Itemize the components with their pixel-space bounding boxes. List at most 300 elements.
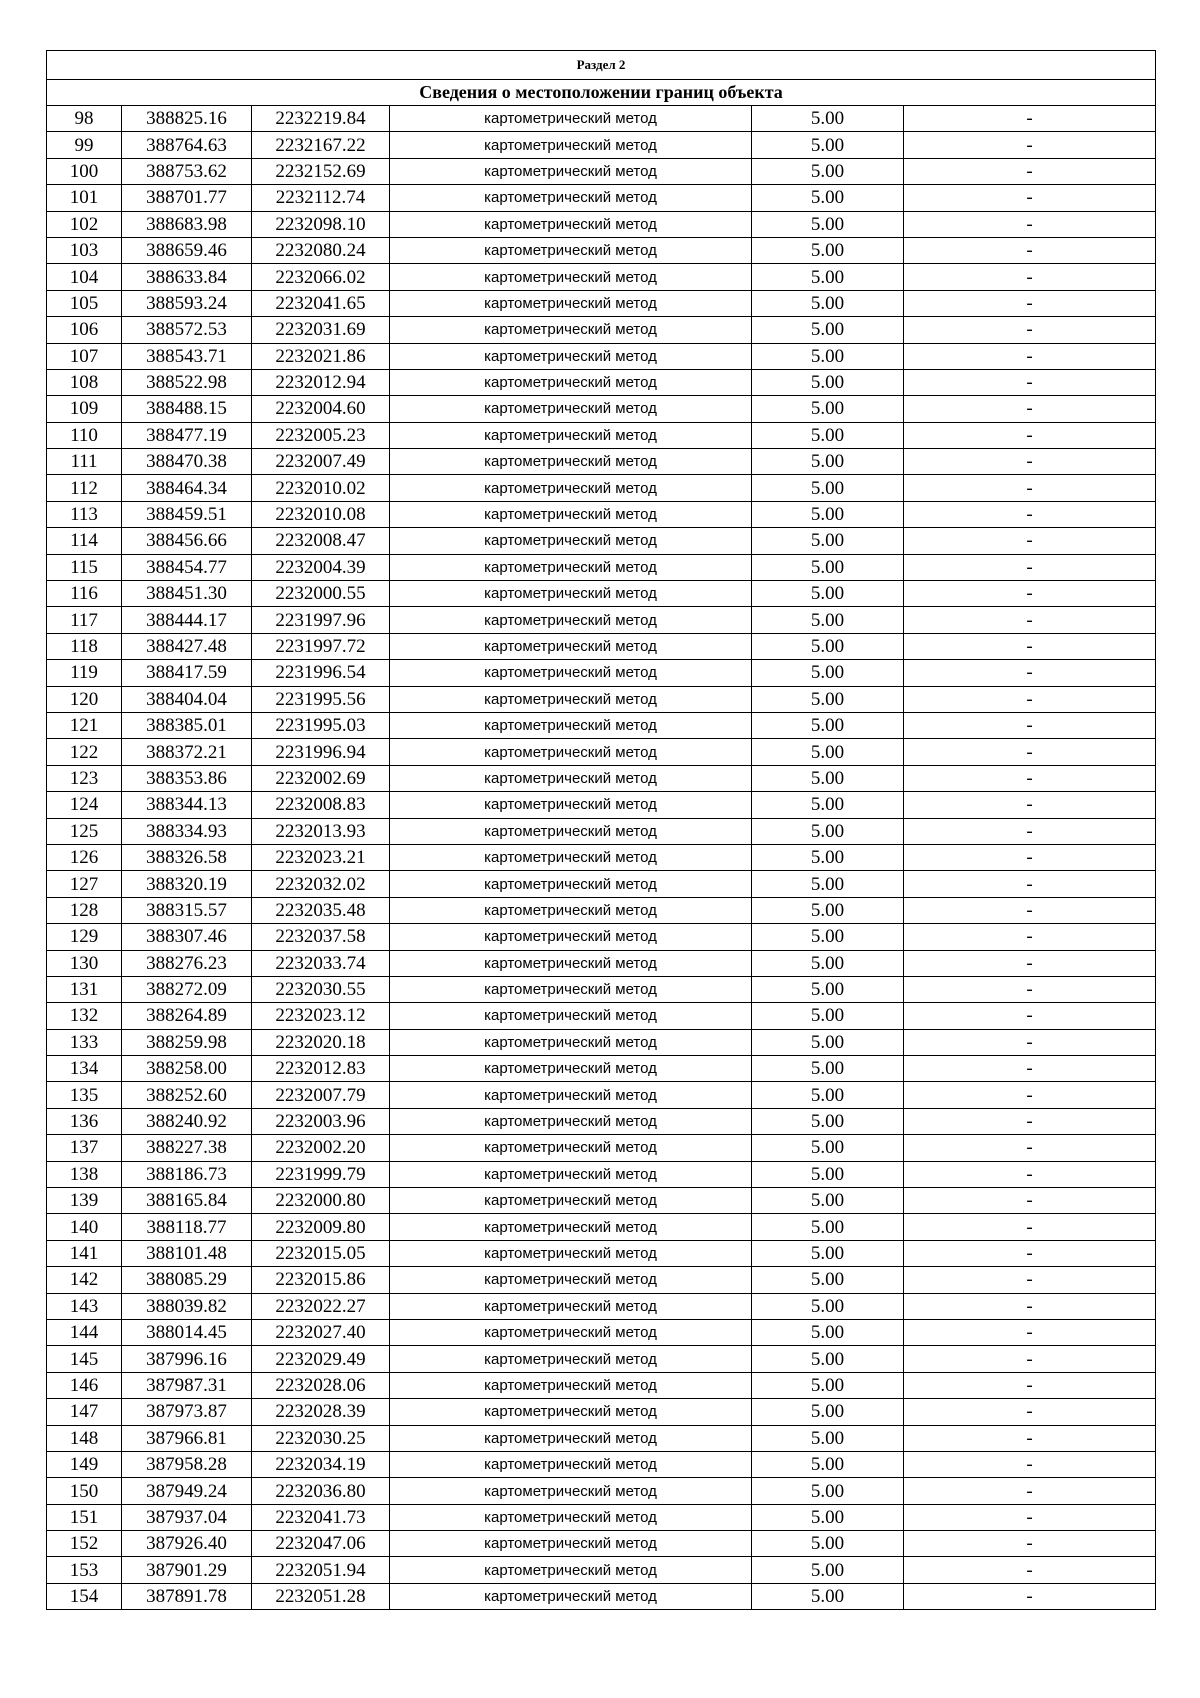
accuracy-cell: 5.00 bbox=[752, 1372, 904, 1398]
point-number-cell: 149 bbox=[47, 1451, 122, 1477]
y-coordinate-cell: 2232036.80 bbox=[252, 1478, 390, 1504]
x-coordinate-cell: 388385.01 bbox=[122, 712, 252, 738]
y-coordinate-cell: 2232037.58 bbox=[252, 924, 390, 950]
table-row bbox=[47, 950, 1156, 976]
note-cell: - bbox=[904, 792, 1156, 818]
method-cell: картометрический метод bbox=[390, 106, 752, 132]
table-row bbox=[47, 1214, 1156, 1240]
point-number-cell: 154 bbox=[47, 1583, 122, 1609]
table-row bbox=[47, 528, 1156, 554]
method-cell: картометрический метод bbox=[390, 1504, 752, 1530]
point-number-cell: 113 bbox=[47, 501, 122, 527]
y-coordinate-cell: 2232033.74 bbox=[252, 950, 390, 976]
table-row bbox=[47, 1293, 1156, 1319]
y-coordinate-cell: 2232066.02 bbox=[252, 264, 390, 290]
y-coordinate-cell: 2232032.02 bbox=[252, 871, 390, 897]
method-cell: картометрический метод bbox=[390, 158, 752, 184]
method-cell: картометрический метод bbox=[390, 1346, 752, 1372]
note-cell: - bbox=[904, 396, 1156, 422]
accuracy-cell: 5.00 bbox=[752, 132, 904, 158]
accuracy-cell: 5.00 bbox=[752, 106, 904, 132]
accuracy-cell: 5.00 bbox=[752, 1346, 904, 1372]
y-coordinate-cell: 2232030.55 bbox=[252, 976, 390, 1002]
accuracy-cell: 5.00 bbox=[752, 554, 904, 580]
table-row bbox=[47, 396, 1156, 422]
method-cell: картометрический метод bbox=[390, 1293, 752, 1319]
accuracy-cell: 5.00 bbox=[752, 1267, 904, 1293]
y-coordinate-cell: 2232007.49 bbox=[252, 449, 390, 475]
point-number-cell: 115 bbox=[47, 554, 122, 580]
method-cell: картометрический метод bbox=[390, 633, 752, 659]
note-cell: - bbox=[904, 528, 1156, 554]
point-number-cell: 100 bbox=[47, 158, 122, 184]
point-number-cell: 107 bbox=[47, 343, 122, 369]
table-row bbox=[47, 185, 1156, 211]
point-number-cell: 123 bbox=[47, 765, 122, 791]
table-row bbox=[47, 897, 1156, 923]
y-coordinate-cell: 2232041.73 bbox=[252, 1504, 390, 1530]
x-coordinate-cell: 388326.58 bbox=[122, 844, 252, 870]
table-row bbox=[47, 106, 1156, 132]
x-coordinate-cell: 388753.62 bbox=[122, 158, 252, 184]
method-cell: картометрический метод bbox=[390, 1583, 752, 1609]
y-coordinate-cell: 2232051.94 bbox=[252, 1557, 390, 1583]
x-coordinate-cell: 388459.51 bbox=[122, 501, 252, 527]
x-coordinate-cell: 388683.98 bbox=[122, 211, 252, 237]
accuracy-cell: 5.00 bbox=[752, 897, 904, 923]
table-row bbox=[47, 581, 1156, 607]
x-coordinate-cell: 388315.57 bbox=[122, 897, 252, 923]
y-coordinate-cell: 2232098.10 bbox=[252, 211, 390, 237]
note-cell: - bbox=[904, 1293, 1156, 1319]
note-cell: - bbox=[904, 950, 1156, 976]
point-number-cell: 108 bbox=[47, 369, 122, 395]
x-coordinate-cell: 388633.84 bbox=[122, 264, 252, 290]
note-cell: - bbox=[904, 1319, 1156, 1345]
note-cell: - bbox=[904, 633, 1156, 659]
accuracy-cell: 5.00 bbox=[752, 1504, 904, 1530]
note-cell: - bbox=[904, 158, 1156, 184]
accuracy-cell: 5.00 bbox=[752, 792, 904, 818]
point-number-cell: 125 bbox=[47, 818, 122, 844]
y-coordinate-cell: 2232008.83 bbox=[252, 792, 390, 818]
y-coordinate-cell: 2232002.20 bbox=[252, 1135, 390, 1161]
table-row bbox=[47, 1108, 1156, 1134]
accuracy-cell: 5.00 bbox=[752, 1425, 904, 1451]
x-coordinate-cell: 387926.40 bbox=[122, 1531, 252, 1557]
x-coordinate-cell: 388572.53 bbox=[122, 317, 252, 343]
note-cell: - bbox=[904, 475, 1156, 501]
y-coordinate-cell: 2232015.86 bbox=[252, 1267, 390, 1293]
point-number-cell: 111 bbox=[47, 449, 122, 475]
table-row bbox=[47, 633, 1156, 659]
y-coordinate-cell: 2231996.94 bbox=[252, 739, 390, 765]
y-coordinate-cell: 2232010.02 bbox=[252, 475, 390, 501]
y-coordinate-cell: 2232021.86 bbox=[252, 343, 390, 369]
method-cell: картометрический метод bbox=[390, 818, 752, 844]
point-number-cell: 151 bbox=[47, 1504, 122, 1530]
method-cell: картометрический метод bbox=[390, 1425, 752, 1451]
method-cell: картометрический метод bbox=[390, 1478, 752, 1504]
note-cell: - bbox=[904, 1082, 1156, 1108]
table-row bbox=[47, 1425, 1156, 1451]
y-coordinate-cell: 2232007.79 bbox=[252, 1082, 390, 1108]
table-row bbox=[47, 1399, 1156, 1425]
accuracy-cell: 5.00 bbox=[752, 660, 904, 686]
accuracy-cell: 5.00 bbox=[752, 449, 904, 475]
method-cell: картометрический метод bbox=[390, 1082, 752, 1108]
table-row bbox=[47, 1267, 1156, 1293]
method-cell: картометрический метод bbox=[390, 1161, 752, 1187]
table-row bbox=[47, 1583, 1156, 1609]
note-cell: - bbox=[904, 237, 1156, 263]
note-cell: - bbox=[904, 1504, 1156, 1530]
y-coordinate-cell: 2232027.40 bbox=[252, 1319, 390, 1345]
x-coordinate-cell: 388764.63 bbox=[122, 132, 252, 158]
section-label: Раздел 2 bbox=[47, 51, 1156, 80]
x-coordinate-cell: 387973.87 bbox=[122, 1399, 252, 1425]
y-coordinate-cell: 2232028.39 bbox=[252, 1399, 390, 1425]
accuracy-cell: 5.00 bbox=[752, 1319, 904, 1345]
caption-header-row bbox=[47, 80, 1156, 106]
accuracy-cell: 5.00 bbox=[752, 844, 904, 870]
x-coordinate-cell: 388372.21 bbox=[122, 739, 252, 765]
point-number-cell: 105 bbox=[47, 290, 122, 316]
accuracy-cell: 5.00 bbox=[752, 501, 904, 527]
table-row bbox=[47, 686, 1156, 712]
y-coordinate-cell: 2232009.80 bbox=[252, 1214, 390, 1240]
accuracy-cell: 5.00 bbox=[752, 712, 904, 738]
table-row bbox=[47, 1451, 1156, 1477]
table-row bbox=[47, 607, 1156, 633]
point-number-cell: 116 bbox=[47, 581, 122, 607]
y-coordinate-cell: 2232112.74 bbox=[252, 185, 390, 211]
note-cell: - bbox=[904, 211, 1156, 237]
method-cell: картометрический метод bbox=[390, 607, 752, 633]
note-cell: - bbox=[904, 924, 1156, 950]
method-cell: картометрический метод bbox=[390, 528, 752, 554]
note-cell: - bbox=[904, 185, 1156, 211]
point-number-cell: 145 bbox=[47, 1346, 122, 1372]
note-cell: - bbox=[904, 369, 1156, 395]
y-coordinate-cell: 2232030.25 bbox=[252, 1425, 390, 1451]
accuracy-cell: 5.00 bbox=[752, 686, 904, 712]
x-coordinate-cell: 388258.00 bbox=[122, 1056, 252, 1082]
method-cell: картометрический метод bbox=[390, 475, 752, 501]
accuracy-cell: 5.00 bbox=[752, 1214, 904, 1240]
note-cell: - bbox=[904, 1372, 1156, 1398]
note-cell: - bbox=[904, 1188, 1156, 1214]
point-number-cell: 147 bbox=[47, 1399, 122, 1425]
note-cell: - bbox=[904, 422, 1156, 448]
note-cell: - bbox=[904, 712, 1156, 738]
x-coordinate-cell: 388259.98 bbox=[122, 1029, 252, 1055]
table-row bbox=[47, 1240, 1156, 1266]
table-row bbox=[47, 1082, 1156, 1108]
point-number-cell: 141 bbox=[47, 1240, 122, 1266]
table-row bbox=[47, 1478, 1156, 1504]
point-number-cell: 103 bbox=[47, 237, 122, 263]
table-row bbox=[47, 1557, 1156, 1583]
x-coordinate-cell: 388543.71 bbox=[122, 343, 252, 369]
point-number-cell: 98 bbox=[47, 106, 122, 132]
table-row bbox=[47, 976, 1156, 1002]
x-coordinate-cell: 388344.13 bbox=[122, 792, 252, 818]
point-number-cell: 106 bbox=[47, 317, 122, 343]
accuracy-cell: 5.00 bbox=[752, 765, 904, 791]
x-coordinate-cell: 388307.46 bbox=[122, 924, 252, 950]
x-coordinate-cell: 388404.04 bbox=[122, 686, 252, 712]
x-coordinate-cell: 388659.46 bbox=[122, 237, 252, 263]
x-coordinate-cell: 387958.28 bbox=[122, 1451, 252, 1477]
note-cell: - bbox=[904, 1267, 1156, 1293]
point-number-cell: 153 bbox=[47, 1557, 122, 1583]
method-cell: картометрический метод bbox=[390, 976, 752, 1002]
note-cell: - bbox=[904, 554, 1156, 580]
y-coordinate-cell: 2232028.06 bbox=[252, 1372, 390, 1398]
method-cell: картометрический метод bbox=[390, 792, 752, 818]
note-cell: - bbox=[904, 871, 1156, 897]
y-coordinate-cell: 2232041.65 bbox=[252, 290, 390, 316]
table-row bbox=[47, 792, 1156, 818]
method-cell: картометрический метод bbox=[390, 686, 752, 712]
x-coordinate-cell: 388488.15 bbox=[122, 396, 252, 422]
note-cell: - bbox=[904, 1346, 1156, 1372]
method-cell: картометрический метод bbox=[390, 369, 752, 395]
y-coordinate-cell: 2232167.22 bbox=[252, 132, 390, 158]
point-number-cell: 122 bbox=[47, 739, 122, 765]
accuracy-cell: 5.00 bbox=[752, 1188, 904, 1214]
method-cell: картометрический метод bbox=[390, 1531, 752, 1557]
x-coordinate-cell: 388451.30 bbox=[122, 581, 252, 607]
y-coordinate-cell: 2231995.03 bbox=[252, 712, 390, 738]
method-cell: картометрический метод bbox=[390, 660, 752, 686]
point-number-cell: 148 bbox=[47, 1425, 122, 1451]
accuracy-cell: 5.00 bbox=[752, 633, 904, 659]
method-cell: картометрический метод bbox=[390, 1267, 752, 1293]
x-coordinate-cell: 387996.16 bbox=[122, 1346, 252, 1372]
method-cell: картометрический метод bbox=[390, 712, 752, 738]
method-cell: картометрический метод bbox=[390, 554, 752, 580]
accuracy-cell: 5.00 bbox=[752, 871, 904, 897]
x-coordinate-cell: 388272.09 bbox=[122, 976, 252, 1002]
table-row bbox=[47, 369, 1156, 395]
note-cell: - bbox=[904, 1240, 1156, 1266]
table-row bbox=[47, 844, 1156, 870]
method-cell: картометрический метод bbox=[390, 1557, 752, 1583]
point-number-cell: 150 bbox=[47, 1478, 122, 1504]
table-caption: Сведения о местоположении границ объекта bbox=[47, 80, 1156, 106]
table-row bbox=[47, 1504, 1156, 1530]
point-number-cell: 135 bbox=[47, 1082, 122, 1108]
accuracy-cell: 5.00 bbox=[752, 475, 904, 501]
table-row bbox=[47, 211, 1156, 237]
x-coordinate-cell: 388353.86 bbox=[122, 765, 252, 791]
x-coordinate-cell: 388593.24 bbox=[122, 290, 252, 316]
note-cell: - bbox=[904, 1451, 1156, 1477]
accuracy-cell: 5.00 bbox=[752, 317, 904, 343]
table-row bbox=[47, 132, 1156, 158]
note-cell: - bbox=[904, 317, 1156, 343]
method-cell: картометрический метод bbox=[390, 1319, 752, 1345]
table-row bbox=[47, 765, 1156, 791]
note-cell: - bbox=[904, 897, 1156, 923]
accuracy-cell: 5.00 bbox=[752, 422, 904, 448]
accuracy-cell: 5.00 bbox=[752, 607, 904, 633]
y-coordinate-cell: 2232152.69 bbox=[252, 158, 390, 184]
method-cell: картометрический метод bbox=[390, 132, 752, 158]
accuracy-cell: 5.00 bbox=[752, 343, 904, 369]
x-coordinate-cell: 387891.78 bbox=[122, 1583, 252, 1609]
note-cell: - bbox=[904, 1478, 1156, 1504]
note-cell: - bbox=[904, 765, 1156, 791]
method-cell: картометрический метод bbox=[390, 1003, 752, 1029]
note-cell: - bbox=[904, 1583, 1156, 1609]
x-coordinate-cell: 388701.77 bbox=[122, 185, 252, 211]
note-cell: - bbox=[904, 1003, 1156, 1029]
section-header-row bbox=[47, 51, 1156, 80]
accuracy-cell: 5.00 bbox=[752, 1108, 904, 1134]
note-cell: - bbox=[904, 1161, 1156, 1187]
table-row bbox=[47, 501, 1156, 527]
note-cell: - bbox=[904, 686, 1156, 712]
point-number-cell: 117 bbox=[47, 607, 122, 633]
y-coordinate-cell: 2232010.08 bbox=[252, 501, 390, 527]
point-number-cell: 152 bbox=[47, 1531, 122, 1557]
point-number-cell: 114 bbox=[47, 528, 122, 554]
table-row bbox=[47, 317, 1156, 343]
accuracy-cell: 5.00 bbox=[752, 290, 904, 316]
table-row bbox=[47, 1319, 1156, 1345]
accuracy-cell: 5.00 bbox=[752, 1293, 904, 1319]
note-cell: - bbox=[904, 1029, 1156, 1055]
table-row bbox=[47, 818, 1156, 844]
method-cell: картометрический метод bbox=[390, 897, 752, 923]
point-number-cell: 139 bbox=[47, 1188, 122, 1214]
y-coordinate-cell: 2231997.96 bbox=[252, 607, 390, 633]
point-number-cell: 119 bbox=[47, 660, 122, 686]
method-cell: картометрический метод bbox=[390, 264, 752, 290]
y-coordinate-cell: 2232035.48 bbox=[252, 897, 390, 923]
x-coordinate-cell: 388014.45 bbox=[122, 1319, 252, 1345]
note-cell: - bbox=[904, 290, 1156, 316]
y-coordinate-cell: 2232008.47 bbox=[252, 528, 390, 554]
method-cell: картометрический метод bbox=[390, 765, 752, 791]
accuracy-cell: 5.00 bbox=[752, 158, 904, 184]
y-coordinate-cell: 2232047.06 bbox=[252, 1531, 390, 1557]
table-row bbox=[47, 924, 1156, 950]
x-coordinate-cell: 388227.38 bbox=[122, 1135, 252, 1161]
table-body bbox=[47, 106, 1156, 1610]
y-coordinate-cell: 2232002.69 bbox=[252, 765, 390, 791]
x-coordinate-cell: 388825.16 bbox=[122, 106, 252, 132]
method-cell: картометрический метод bbox=[390, 211, 752, 237]
x-coordinate-cell: 388454.77 bbox=[122, 554, 252, 580]
accuracy-cell: 5.00 bbox=[752, 528, 904, 554]
boundary-coordinates-table bbox=[46, 50, 1156, 1610]
method-cell: картометрический метод bbox=[390, 1372, 752, 1398]
x-coordinate-cell: 388118.77 bbox=[122, 1214, 252, 1240]
x-coordinate-cell: 388101.48 bbox=[122, 1240, 252, 1266]
method-cell: картометрический метод bbox=[390, 1029, 752, 1055]
point-number-cell: 137 bbox=[47, 1135, 122, 1161]
y-coordinate-cell: 2232022.27 bbox=[252, 1293, 390, 1319]
note-cell: - bbox=[904, 106, 1156, 132]
accuracy-cell: 5.00 bbox=[752, 1135, 904, 1161]
y-coordinate-cell: 2232029.49 bbox=[252, 1346, 390, 1372]
note-cell: - bbox=[904, 976, 1156, 1002]
y-coordinate-cell: 2232004.60 bbox=[252, 396, 390, 422]
note-cell: - bbox=[904, 739, 1156, 765]
method-cell: картометрический метод bbox=[390, 1240, 752, 1266]
accuracy-cell: 5.00 bbox=[752, 211, 904, 237]
point-number-cell: 136 bbox=[47, 1108, 122, 1134]
method-cell: картометрический метод bbox=[390, 1135, 752, 1161]
accuracy-cell: 5.00 bbox=[752, 976, 904, 1002]
accuracy-cell: 5.00 bbox=[752, 1557, 904, 1583]
accuracy-cell: 5.00 bbox=[752, 739, 904, 765]
x-coordinate-cell: 388252.60 bbox=[122, 1082, 252, 1108]
point-number-cell: 121 bbox=[47, 712, 122, 738]
table-row bbox=[47, 554, 1156, 580]
note-cell: - bbox=[904, 1425, 1156, 1451]
accuracy-cell: 5.00 bbox=[752, 818, 904, 844]
accuracy-cell: 5.00 bbox=[752, 1583, 904, 1609]
y-coordinate-cell: 2231999.79 bbox=[252, 1161, 390, 1187]
method-cell: картометрический метод bbox=[390, 924, 752, 950]
method-cell: картометрический метод bbox=[390, 1399, 752, 1425]
point-number-cell: 124 bbox=[47, 792, 122, 818]
point-number-cell: 144 bbox=[47, 1319, 122, 1345]
table-row bbox=[47, 1188, 1156, 1214]
x-coordinate-cell: 388264.89 bbox=[122, 1003, 252, 1029]
method-cell: картометрический метод bbox=[390, 1214, 752, 1240]
x-coordinate-cell: 387949.24 bbox=[122, 1478, 252, 1504]
point-number-cell: 104 bbox=[47, 264, 122, 290]
y-coordinate-cell: 2231997.72 bbox=[252, 633, 390, 659]
table-row bbox=[47, 1161, 1156, 1187]
y-coordinate-cell: 2232034.19 bbox=[252, 1451, 390, 1477]
accuracy-cell: 5.00 bbox=[752, 950, 904, 976]
table-row bbox=[47, 264, 1156, 290]
table-row bbox=[47, 449, 1156, 475]
y-coordinate-cell: 2231995.56 bbox=[252, 686, 390, 712]
table-row bbox=[47, 237, 1156, 263]
y-coordinate-cell: 2232000.80 bbox=[252, 1188, 390, 1214]
accuracy-cell: 5.00 bbox=[752, 1478, 904, 1504]
accuracy-cell: 5.00 bbox=[752, 264, 904, 290]
table-row bbox=[47, 290, 1156, 316]
accuracy-cell: 5.00 bbox=[752, 237, 904, 263]
point-number-cell: 112 bbox=[47, 475, 122, 501]
point-number-cell: 127 bbox=[47, 871, 122, 897]
y-coordinate-cell: 2231996.54 bbox=[252, 660, 390, 686]
method-cell: картометрический метод bbox=[390, 185, 752, 211]
x-coordinate-cell: 388240.92 bbox=[122, 1108, 252, 1134]
accuracy-cell: 5.00 bbox=[752, 185, 904, 211]
y-coordinate-cell: 2232005.23 bbox=[252, 422, 390, 448]
y-coordinate-cell: 2232013.93 bbox=[252, 818, 390, 844]
method-cell: картометрический метод bbox=[390, 501, 752, 527]
y-coordinate-cell: 2232080.24 bbox=[252, 237, 390, 263]
point-number-cell: 99 bbox=[47, 132, 122, 158]
accuracy-cell: 5.00 bbox=[752, 1029, 904, 1055]
y-coordinate-cell: 2232020.18 bbox=[252, 1029, 390, 1055]
x-coordinate-cell: 387937.04 bbox=[122, 1504, 252, 1530]
accuracy-cell: 5.00 bbox=[752, 1056, 904, 1082]
point-number-cell: 118 bbox=[47, 633, 122, 659]
point-number-cell: 101 bbox=[47, 185, 122, 211]
